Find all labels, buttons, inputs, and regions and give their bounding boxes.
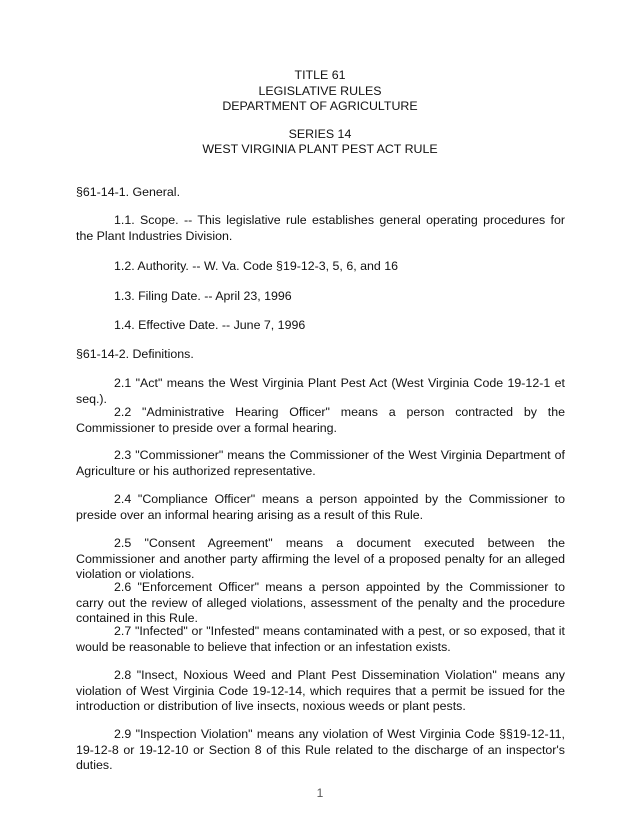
section-heading-general: §61-14-1. General.	[76, 185, 181, 199]
paragraph-2-4: 2.4 "Compliance Officer" means a person appointed by the Commissioner to preside over an informal hearing arising as a result of this Rule.	[76, 492, 565, 522]
paragraph-2-2: 2.2 "Administrative Hearing Officer" means a person contracted by the Commissioner to preside over a formal hearing.	[76, 405, 565, 435]
paragraph-2-8: 2.8 "Insect, Noxious Weed and Plant Pest Dissemination Violation" means any violation of West Virginia Code 19-12-14, which requires that a permit be issued for the introduction or distribution of live insects, noxious weeds or plant pests.	[76, 668, 565, 714]
paragraph-1-4: 1.4. Effective Date. -- June 7, 1996	[114, 318, 306, 332]
paragraph-2-9: 2.9 "Inspection Violation" means any violation of West Virginia Code §§19-12-11, 19-12-8 or 19-12-10 or Section 8 of this Rule related to the discharge of an inspector's duties.	[76, 727, 565, 773]
page-number: 1	[316, 786, 324, 800]
title-line-2: LEGISLATIVE RULES	[258, 84, 382, 98]
paragraph-2-1: 2.1 "Act" means the West Virginia Plant Pest Act (West Virginia Code 19-12-1 et seq.).	[76, 376, 565, 406]
paragraph-2-7: 2.7 "Infected" or "Infested" means contaminated with a pest, or so exposed, that it would be reasonable to believe that infection or an infestation exists.	[76, 624, 565, 654]
paragraph-2-6: 2.6 "Enforcement Officer" means a person appointed by the Commissioner to carry out the review of alleged violations, assessment of the penalty and the procedure contained in this Rule.	[76, 580, 565, 626]
paragraph-2-5: 2.5 "Consent Agreement" means a document executed between the Commissioner and another party affirming the level of a proposed penalty for an alleged violation or violations.	[76, 536, 565, 582]
paragraph-1-3: 1.3. Filing Date. -- April 23, 1996	[114, 289, 292, 303]
section-heading-definitions: §61-14-2. Definitions.	[76, 347, 194, 361]
series-number: SERIES 14	[288, 127, 352, 141]
title-line-3: DEPARTMENT OF AGRICULTURE	[222, 99, 418, 113]
series-title: WEST VIRGINIA PLANT PEST ACT RULE	[202, 142, 438, 156]
title-line-1: TITLE 61	[294, 68, 346, 82]
paragraph-1-2: 1.2. Authority. -- W. Va. Code §19-12-3, 5, 6, and 16	[114, 259, 398, 273]
paragraph-1-1: 1.1. Scope. -- This legislative rule establishes general operating procedures for the Plant Industries Division.	[76, 213, 565, 243]
paragraph-2-3: 2.3 "Commissioner" means the Commissioner of the West Virginia Department of Agriculture or his authorized representative.	[76, 448, 565, 478]
